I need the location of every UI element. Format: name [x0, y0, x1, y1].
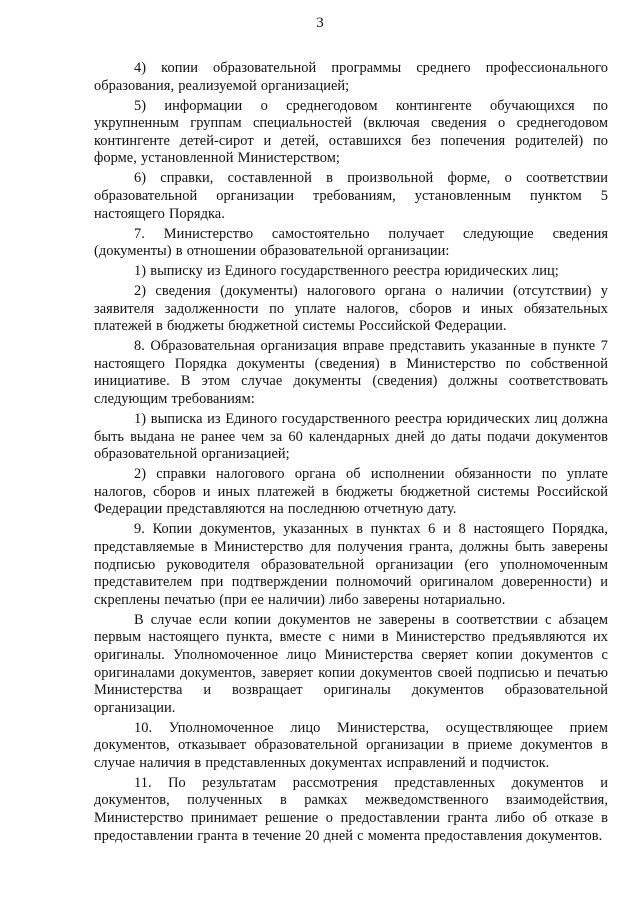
paragraph-clause-8: 8. Образовательная организация вправе представить указанные в пункте 7 настоящего Порядка документы (сведения) в Министерство по собственной инициативе. В этом случае документы (сведения) должны соответствовать следующим требованиям: — [94, 338, 608, 408]
paragraph-clause-8-item-1: 1) выписка из Единого государственного реестра юридических лиц должна быть выдана не ранее чем за 60 календарных дней до даты подачи документов образовательной организацией; — [94, 411, 608, 463]
paragraph-item-4: 4) копии образовательной программы среднего профессионального образования, реализуемой организацией; — [94, 60, 608, 94]
document-body — [94, 60, 608, 848]
paragraph-clause-7-item-2: 2) сведения (документы) налогового органа о наличии (отсутствии) у заявителя задолженности по уплате налогов, сборов и иных обязательных платежей в бюджеты бюджетной системы Российской Федерации. — [94, 283, 608, 335]
paragraph-clause-8-item-2: 2) справки налогового органа об исполнении обязанности по уплате налогов, сборов и иных платежей в бюджеты бюджетной системы Российской Федерации представляются на последнюю отчетную дату. — [94, 466, 608, 518]
paragraph-clause-9-part-2: В случае если копии документов не заверены в соответствии с абзацем первым настоящего пункта, вместе с ними в Министерство предъявляются их оригиналы. Уполномоченное лицо Министерства сверяет копии документов с оригиналами документов, заверяет копии документов своей подписью и печатью Министерства и возвращает оригиналы документов образовательной организации. — [94, 611, 608, 716]
paragraph-clause-9: 9. Копии документов, указанных в пунктах 6 и 8 настоящего Порядка, представляемые в Министерство для получения гранта, должны быть заверены подписью руководителя образовательной организации (его уполномоченным представителем при подтверждении полномочий оригиналом доверенности) и скреплены печатью (при ее наличии) либо заверены нотариально. — [94, 521, 608, 608]
paragraph-clause-11: 11. По результатам рассмотрения представленных документов и документов, полученных в рамках межведомственного взаимодействия, Министерство принимает решение о предоставлении гранта либо об отказе в предоставлении гранта в течение 20 дней с момента предоставления документов. — [94, 774, 608, 844]
page-number: 3 — [316, 15, 324, 31]
paragraph-item-6: 6) справки, составленной в произвольной форме, о соответствии образовательной организации требованиям, установленным пунктом 5 настоящего Порядка. — [94, 170, 608, 222]
paragraph-clause-10: 10. Уполномоченное лицо Министерства, осуществляющее прием документов, отказывает образовательной организации в приеме документов в случае наличия в представленных документах исправлений и подчисток. — [94, 719, 608, 771]
paragraph-clause-7: 7. Министерство самостоятельно получает следующие сведения (документы) в отношении образовательной организации: — [94, 225, 608, 260]
paragraph-item-5: 5) информации о среднегодовом контингенте обучающихся по укрупненным группам специальностей (включая сведения о среднегодовом контингенте детей-сирот и детей, оставшихся без попечения родителей) по форме, установленной Министерством; — [94, 97, 608, 167]
paragraph-clause-7-item-1: 1) выписку из Единого государственного реестра юридических лиц; — [134, 263, 559, 280]
